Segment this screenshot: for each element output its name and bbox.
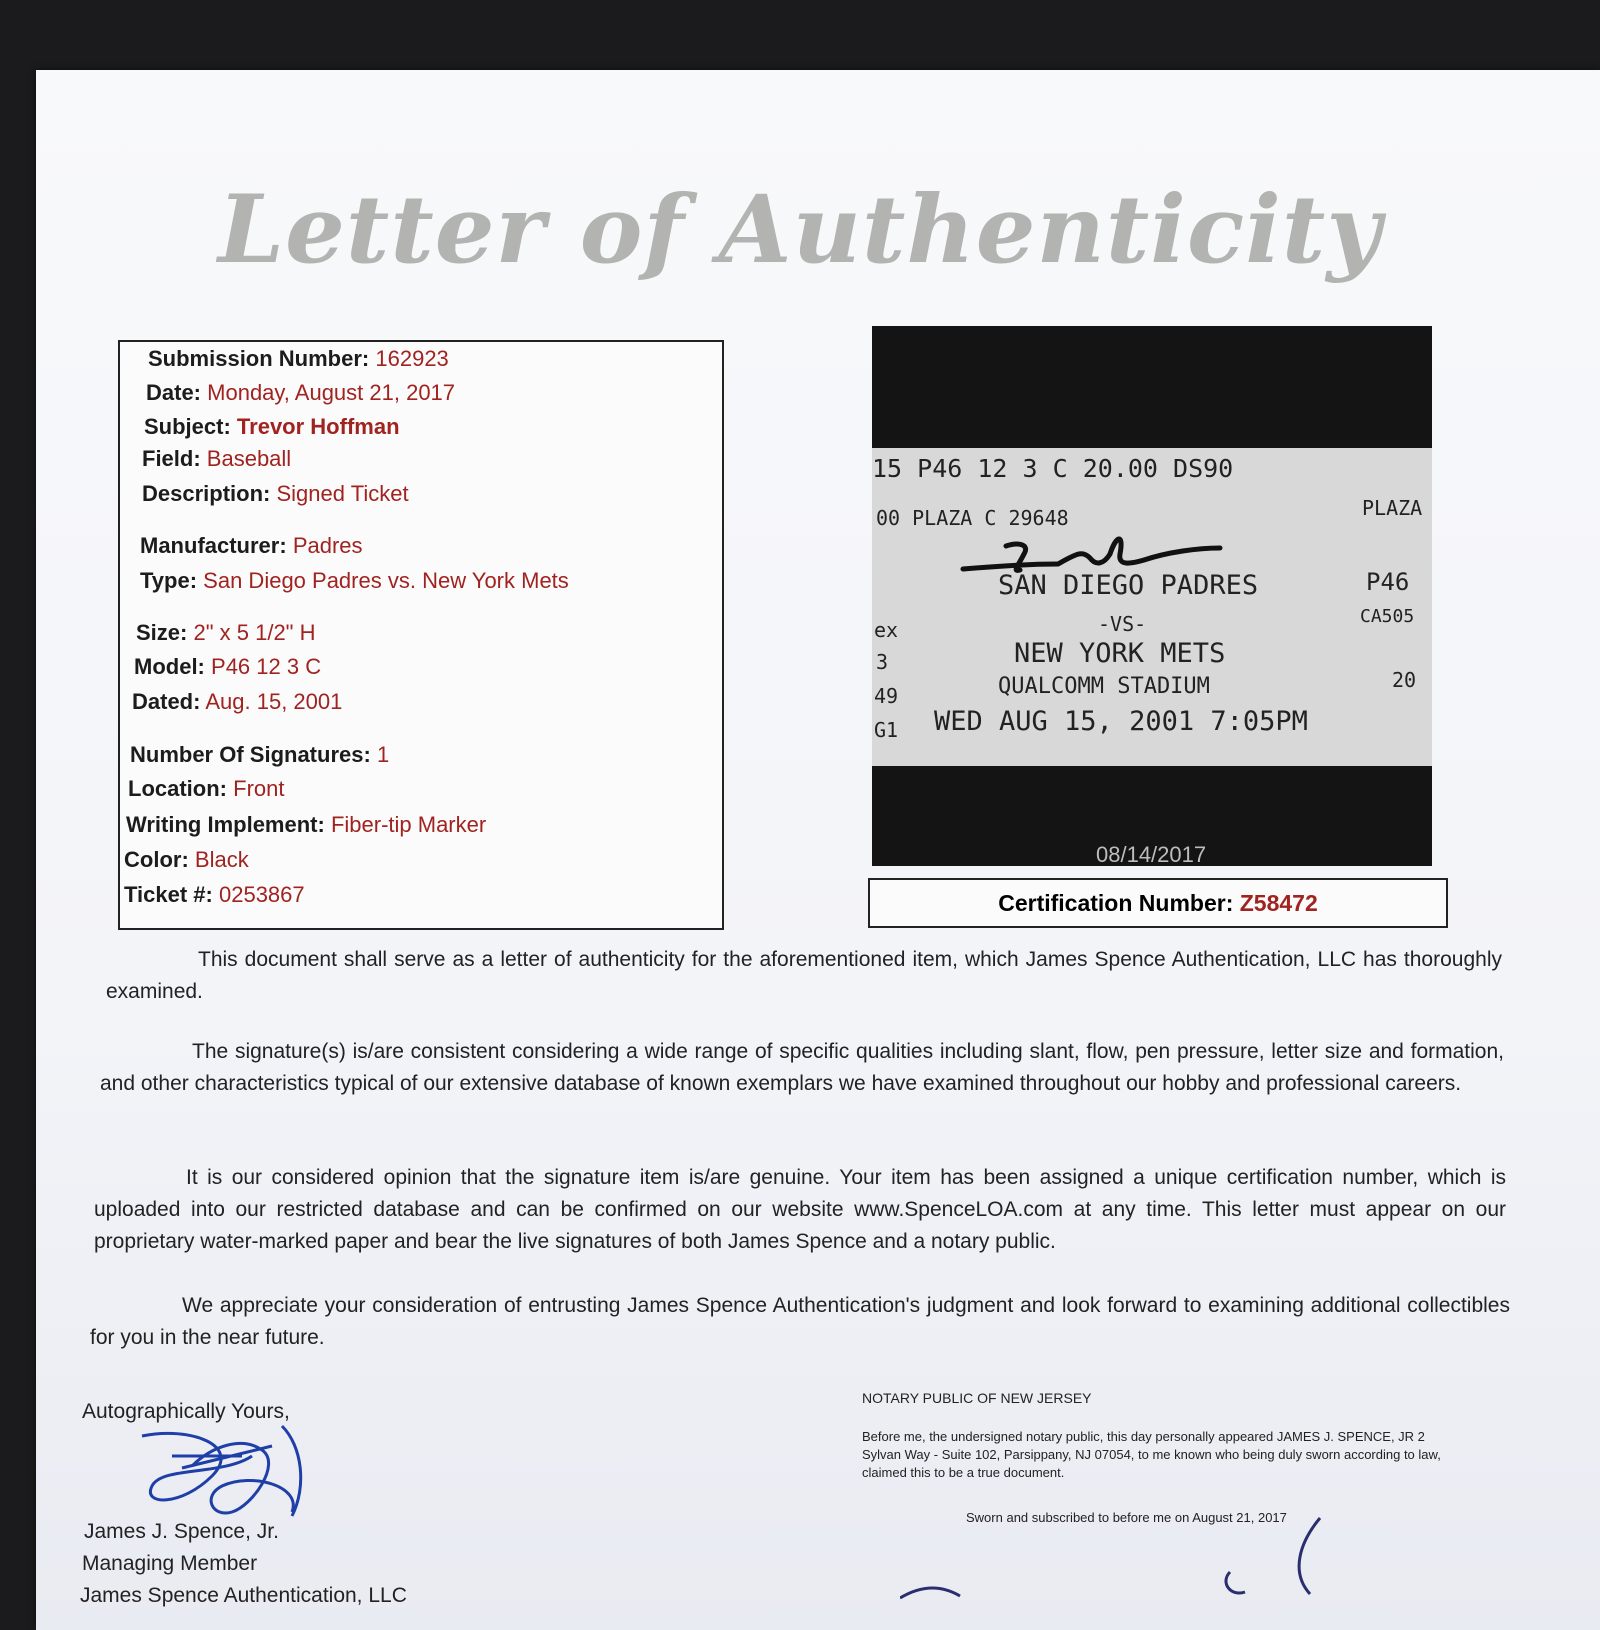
detail-model bbox=[134, 654, 321, 680]
detail-subject bbox=[144, 414, 400, 440]
notary-heading: NOTARY PUBLIC OF NEW JERSEY bbox=[862, 1390, 1092, 1406]
photo-date-stamp: 08/14/2017 bbox=[1096, 842, 1207, 867]
ticket-left-code: 49 bbox=[874, 684, 899, 708]
ticket-right-code: 20 bbox=[1392, 668, 1417, 692]
detail-value: Fiber-tip Marker bbox=[330, 812, 487, 837]
detail-label: Ticket #: bbox=[124, 882, 213, 907]
item-details-box bbox=[118, 340, 724, 930]
detail-value: Trevor Hoffman bbox=[236, 414, 400, 439]
detail-label: Color: bbox=[124, 847, 189, 872]
detail-value: Front bbox=[233, 776, 285, 801]
detail-value: 0253867 bbox=[218, 882, 305, 907]
detail-value: Aug. 15, 2001 bbox=[205, 689, 343, 714]
detail-label: Location: bbox=[128, 776, 227, 801]
detail-label: Field: bbox=[142, 446, 201, 471]
detail-label: Model: bbox=[134, 654, 205, 679]
ticket-stub bbox=[872, 448, 1432, 766]
detail-size bbox=[136, 620, 316, 646]
detail-label: Writing Implement: bbox=[126, 812, 325, 837]
ticket-stadium: QUALCOMM STADIUM bbox=[998, 674, 1210, 699]
detail-label: Dated: bbox=[132, 689, 201, 714]
detail-dated bbox=[132, 689, 342, 715]
paragraph-opinion bbox=[94, 1162, 1506, 1258]
detail-manufacturer bbox=[140, 533, 363, 559]
detail-value: Padres bbox=[292, 533, 363, 558]
detail-value: 1 bbox=[376, 742, 390, 767]
signer-role: Managing Member bbox=[82, 1552, 258, 1575]
detail-color bbox=[124, 847, 249, 873]
detail-label: Submission Number: bbox=[148, 346, 370, 371]
signer-company: James Spence Authentication, LLC bbox=[80, 1584, 407, 1607]
detail-value: Black bbox=[194, 847, 249, 872]
detail-value: Baseball bbox=[206, 446, 292, 471]
detail-value: 162923 bbox=[375, 346, 449, 371]
detail-value: San Diego Padres vs. New York Mets bbox=[203, 568, 569, 593]
paragraph-authenticity bbox=[106, 944, 1502, 1008]
detail-value: 2" x 5 1/2" H bbox=[193, 620, 316, 645]
paragraph-signature-analysis bbox=[100, 1036, 1504, 1100]
detail-label: Number Of Signatures: bbox=[130, 742, 371, 767]
notary-statement: Before me, the undersigned notary public, this day personally appeared JAMES J. SPENCE, JR 2 Sylvan Way - Suite 102, Parsippany, NJ 07054, to me known who being duly sworn according to law, claimed this to be a true document. bbox=[862, 1429, 1441, 1480]
detail-number-of-signatures bbox=[130, 742, 389, 768]
detail-value: P46 12 3 C bbox=[211, 654, 322, 679]
document-title: Letter of Authenticity bbox=[218, 175, 1382, 285]
ticket-home-team: SAN DIEGO PADRES bbox=[998, 570, 1259, 601]
detail-description bbox=[142, 481, 409, 507]
certification-label: Certification Number: bbox=[998, 890, 1234, 916]
notary-signature-image bbox=[900, 1512, 1360, 1600]
certification-number-box bbox=[868, 878, 1448, 928]
paragraph-text: The signature(s) is/are consistent considering a wide range of specific qualities including slant, flow, pen pressure, letter size and formation, and other characteristics typical of our extensive database of known exemplars we have examined throughout our hobby and professional careers. bbox=[100, 1040, 1504, 1095]
paragraph-appreciation bbox=[90, 1290, 1510, 1354]
detail-submission-number bbox=[148, 346, 449, 372]
ticket-left-code: ex bbox=[874, 618, 899, 642]
paragraph-text: This document shall serve as a letter of authenticity for the aforementioned item, which James Spence Authentication, LLC has thoroughly examined. bbox=[106, 948, 1502, 1003]
detail-date bbox=[146, 380, 455, 406]
ticket-photo bbox=[872, 326, 1432, 866]
detail-label: Subject: bbox=[144, 414, 231, 439]
ticket-right-code: P46 bbox=[1366, 568, 1410, 596]
paragraph-text: We appreciate your consideration of entrusting James Spence Authentication's judgment and look forward to examining additional collectibles for you in the near future. bbox=[90, 1294, 1510, 1349]
notary-sworn-line: Sworn and subscribed to before me on August 21, 2017 bbox=[966, 1510, 1287, 1525]
ticket-plaza-line: 00 PLAZA C 29648 bbox=[876, 506, 1069, 530]
detail-label: Type: bbox=[140, 568, 198, 593]
ticket-left-code: 3 bbox=[876, 650, 889, 674]
certification-number: Z58472 bbox=[1239, 890, 1318, 916]
ticket-right-code: CA505 bbox=[1360, 606, 1415, 627]
detail-label: Description: bbox=[142, 481, 271, 506]
detail-ticket-number bbox=[124, 882, 305, 908]
detail-label: Date: bbox=[146, 380, 202, 405]
detail-value: Signed Ticket bbox=[276, 481, 409, 506]
ticket-vs: -VS- bbox=[1098, 612, 1147, 636]
signer-name: James J. Spence, Jr. bbox=[84, 1520, 279, 1543]
detail-writing-implement bbox=[126, 812, 486, 838]
ticket-away-team: NEW YORK METS bbox=[1014, 638, 1226, 669]
detail-label: Manufacturer: bbox=[140, 533, 287, 558]
detail-location bbox=[128, 776, 284, 802]
detail-label: Size: bbox=[136, 620, 188, 645]
detail-field bbox=[142, 446, 291, 472]
spence-signature-image bbox=[132, 1416, 322, 1526]
paragraph-text: It is our considered opinion that the signature item is/are genuine. Your item has been assigned a unique certification number, which is uploaded into our restricted database and can be confirmed on our website www.SpenceLOA.com at any time. This letter must appear on our proprietary water-marked paper and bear the live signatures of both James Spence and a notary public. bbox=[94, 1166, 1506, 1253]
ticket-top-line: 15 P46 12 3 C 20.00 DS90 bbox=[872, 454, 1234, 483]
closing-salutation: Autographically Yours, bbox=[82, 1400, 290, 1423]
detail-value: Monday, August 21, 2017 bbox=[207, 380, 456, 405]
ticket-right-plaza: PLAZA bbox=[1362, 496, 1423, 520]
ticket-game-date: WED AUG 15, 2001 7:05PM bbox=[934, 706, 1308, 737]
detail-type bbox=[140, 568, 569, 594]
ticket-left-code: G1 bbox=[874, 718, 899, 742]
